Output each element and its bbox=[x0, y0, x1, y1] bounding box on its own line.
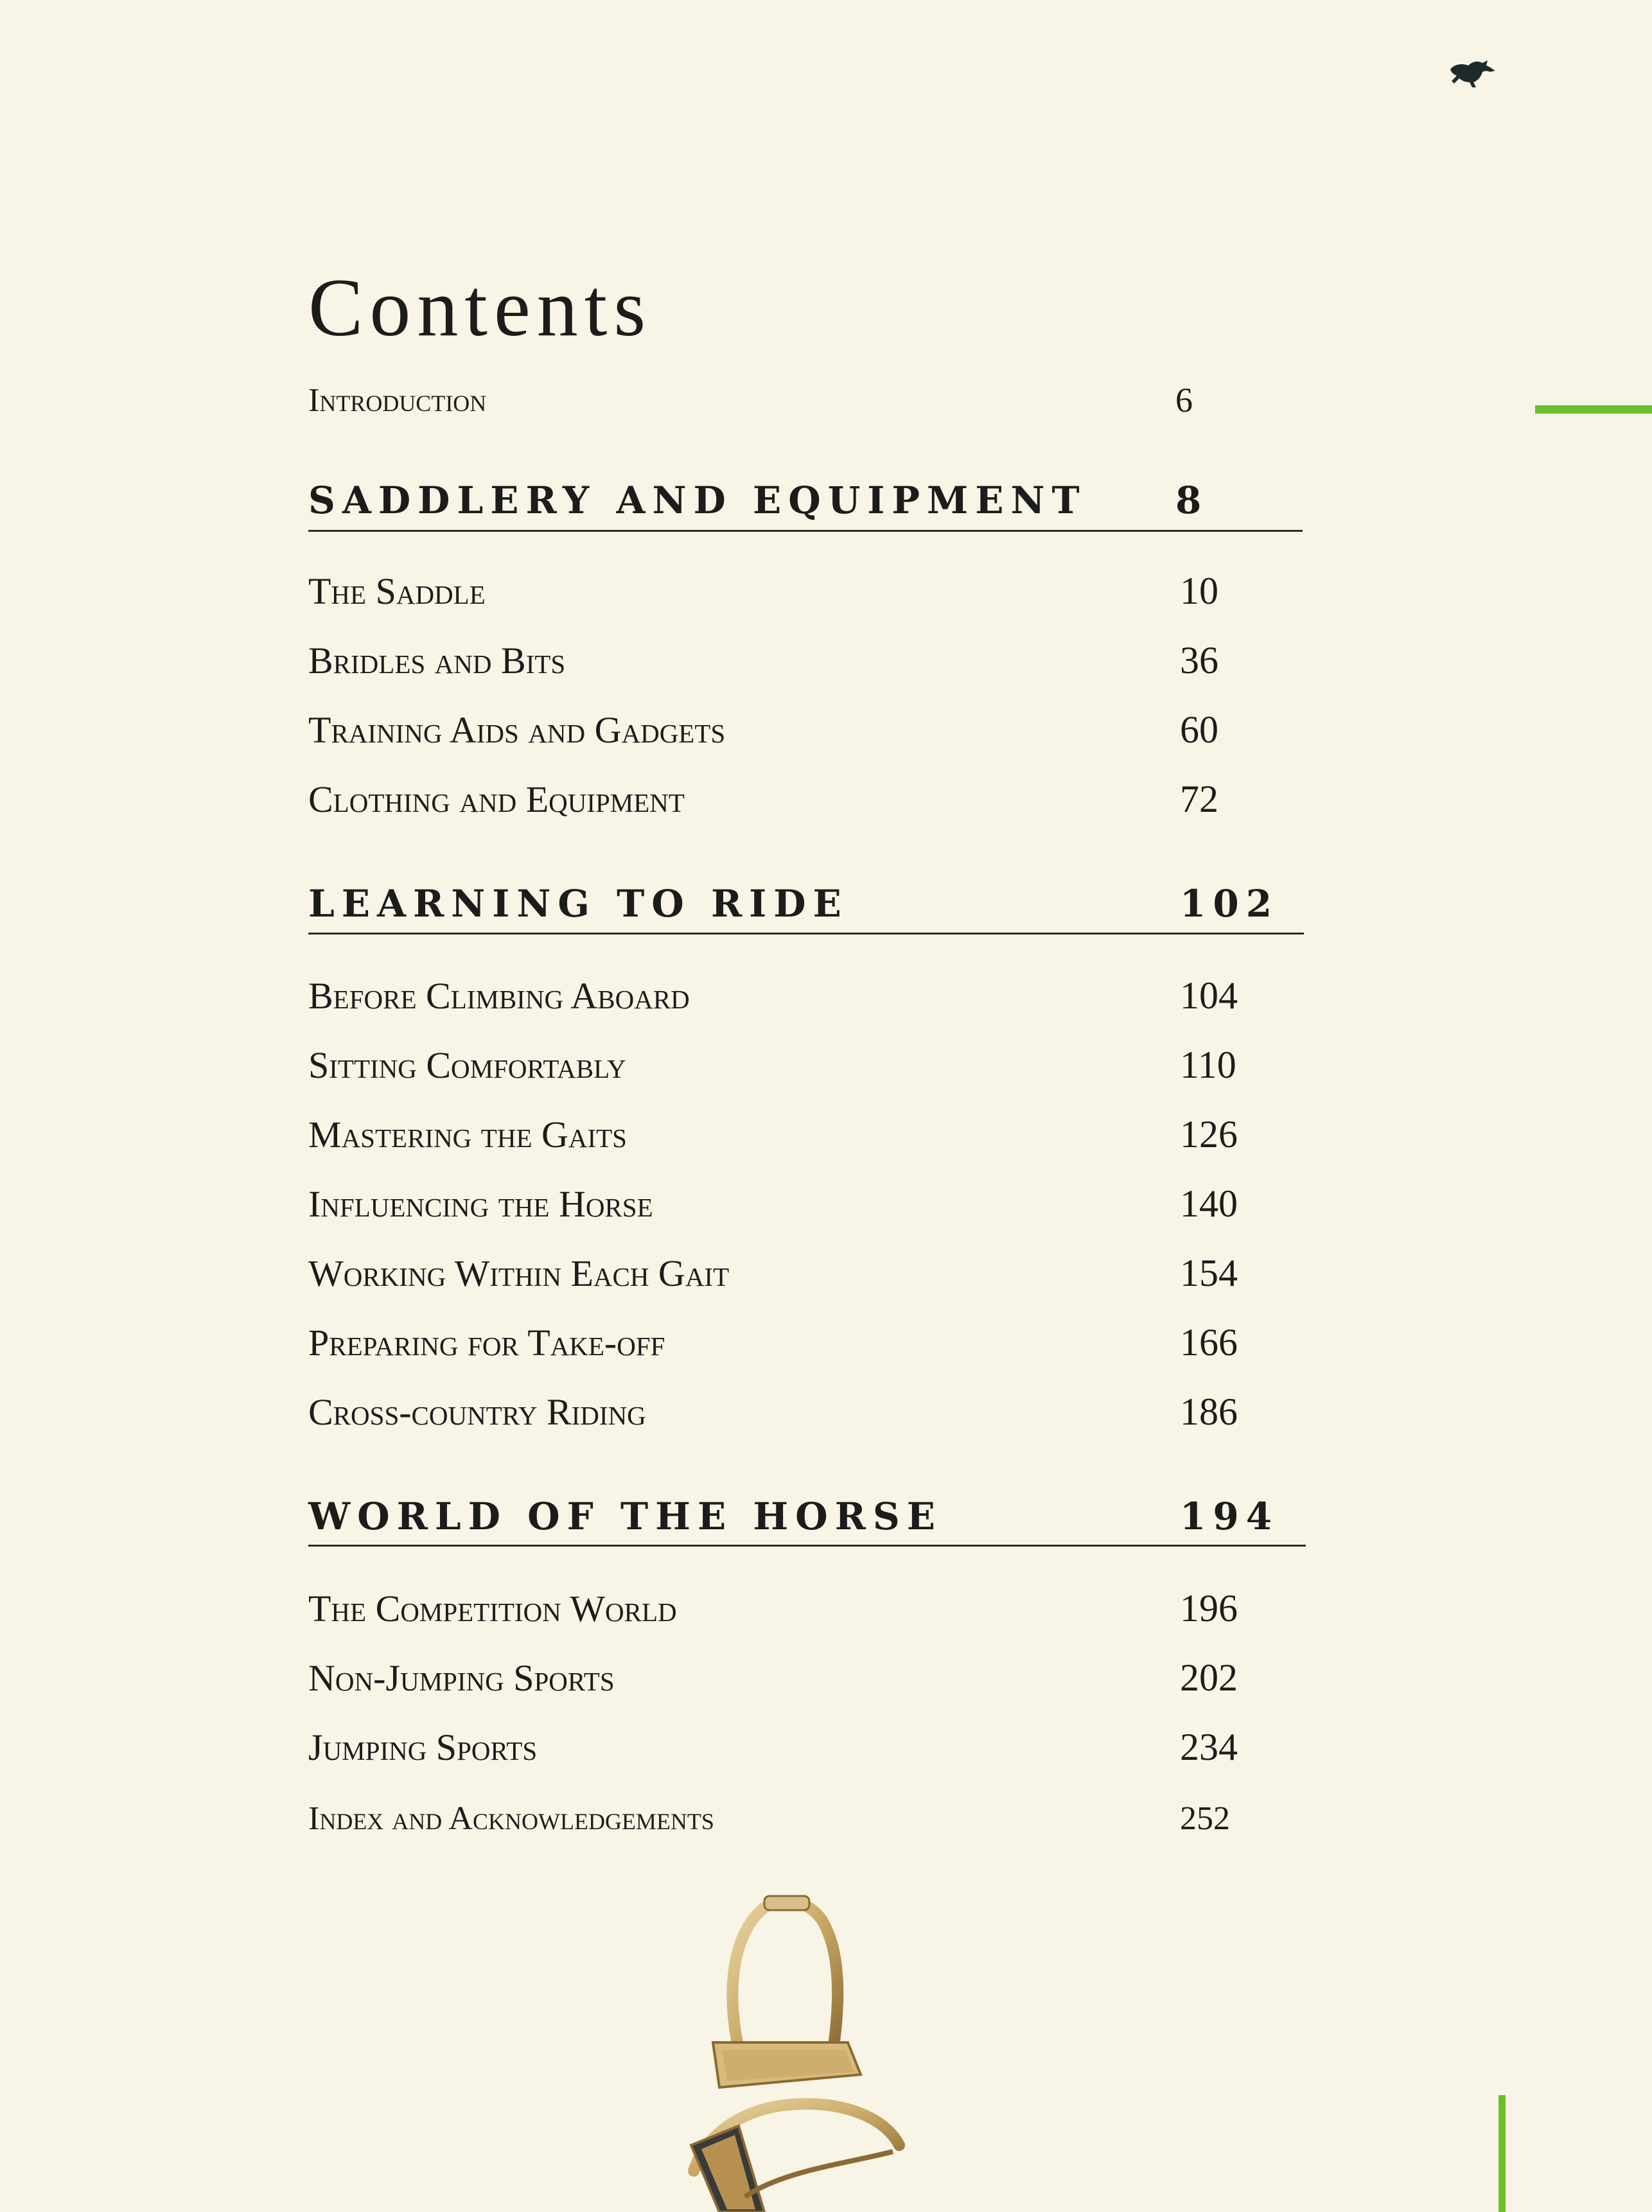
toc-entry-label: Jumping Sports bbox=[308, 1726, 538, 1768]
toc-entry-label: Mastering the Gaits bbox=[308, 1114, 627, 1155]
section-divider bbox=[308, 530, 1303, 532]
toc-entry-label: Clothing and Equipment bbox=[308, 778, 685, 820]
toc-entry-page: 104 bbox=[1180, 974, 1238, 1017]
toc-entry[interactable] bbox=[308, 552, 1304, 610]
green-accent-bar-top bbox=[1535, 405, 1652, 414]
toc-entry-index[interactable] bbox=[308, 1778, 1304, 1836]
toc-entry-introduction[interactable] bbox=[308, 360, 1304, 417]
toc-entry-page: 196 bbox=[1180, 1587, 1238, 1629]
stirrups-illustration bbox=[668, 1863, 963, 2212]
toc-entry-label: Non-Jumping Sports bbox=[308, 1657, 615, 1699]
toc-entry[interactable] bbox=[308, 622, 1304, 680]
toc-entry-page: 10 bbox=[1180, 570, 1218, 612]
toc-entry-page: 110 bbox=[1180, 1044, 1236, 1086]
toc-section-heading: WORLD OF THE HORSE bbox=[308, 1495, 943, 1538]
toc-section-heading: LEARNING TO RIDE bbox=[308, 882, 848, 926]
galloping-horse-icon bbox=[1445, 51, 1497, 90]
section-divider bbox=[308, 933, 1304, 935]
toc-entry[interactable] bbox=[308, 1373, 1304, 1431]
toc-entry-label: Training Aids and Gadgets bbox=[308, 709, 726, 751]
page-title: Contents bbox=[308, 262, 653, 353]
toc-entry[interactable] bbox=[308, 1165, 1304, 1223]
toc-entry[interactable] bbox=[308, 1096, 1304, 1154]
toc-entry-label: Before Climbing Aboard bbox=[308, 975, 690, 1017]
toc-entry-page: 186 bbox=[1180, 1391, 1238, 1433]
toc-entry-label: Cross-country Riding bbox=[308, 1391, 646, 1433]
toc-entry-label: Bridles and Bits bbox=[308, 640, 566, 681]
green-accent-bar-bottom bbox=[1498, 2095, 1506, 2212]
toc-section-heading: SADDLERY AND EQUIPMENT bbox=[308, 478, 1087, 522]
toc-entry-label: Influencing the Horse bbox=[308, 1183, 653, 1225]
toc-entry-label: Preparing for Take-off bbox=[308, 1322, 665, 1364]
toc-section-saddlery[interactable] bbox=[308, 461, 1304, 522]
toc-entry-page: 36 bbox=[1180, 639, 1218, 681]
toc-entry-label: The Competition World bbox=[308, 1588, 677, 1629]
toc-entry[interactable] bbox=[308, 957, 1304, 1015]
toc-entry[interactable] bbox=[308, 1234, 1304, 1292]
toc-entry[interactable] bbox=[308, 1304, 1304, 1362]
toc-entry[interactable] bbox=[308, 1570, 1304, 1628]
toc-entry[interactable] bbox=[308, 1639, 1304, 1697]
toc-section-page: 8 bbox=[1175, 478, 1209, 522]
toc-entry-page: 202 bbox=[1180, 1656, 1238, 1699]
toc-entry-label: The Saddle bbox=[308, 570, 486, 612]
toc-entry-page: 154 bbox=[1180, 1252, 1238, 1294]
toc-entry-page: 234 bbox=[1180, 1726, 1238, 1768]
toc-entry-page: 252 bbox=[1180, 1800, 1230, 1837]
toc-entry-label: Index and Acknowledgements bbox=[308, 1800, 714, 1837]
toc-entry[interactable] bbox=[308, 691, 1304, 749]
toc-section-page: 102 bbox=[1180, 882, 1279, 926]
toc-entry-label: Sitting Comfortably bbox=[308, 1044, 626, 1086]
toc-entry-page: 6 bbox=[1175, 381, 1193, 419]
toc-entry-label: Introduction bbox=[308, 382, 487, 419]
toc-entry-page: 140 bbox=[1180, 1182, 1238, 1225]
toc-entry[interactable] bbox=[308, 1026, 1304, 1084]
toc-entry-page: 72 bbox=[1180, 778, 1218, 820]
toc-section-page: 194 bbox=[1180, 1495, 1279, 1538]
toc-entry-page: 166 bbox=[1180, 1321, 1238, 1364]
toc-entry-page: 126 bbox=[1180, 1113, 1238, 1155]
toc-section-learning[interactable] bbox=[308, 865, 1304, 926]
toc-entry[interactable] bbox=[308, 1708, 1304, 1766]
toc-entry-page: 60 bbox=[1180, 708, 1218, 751]
toc-entry[interactable] bbox=[308, 760, 1304, 818]
toc-section-world[interactable] bbox=[308, 1477, 1304, 1538]
section-divider bbox=[308, 1545, 1306, 1547]
toc-entry-label: Working Within Each Gait bbox=[308, 1252, 730, 1294]
